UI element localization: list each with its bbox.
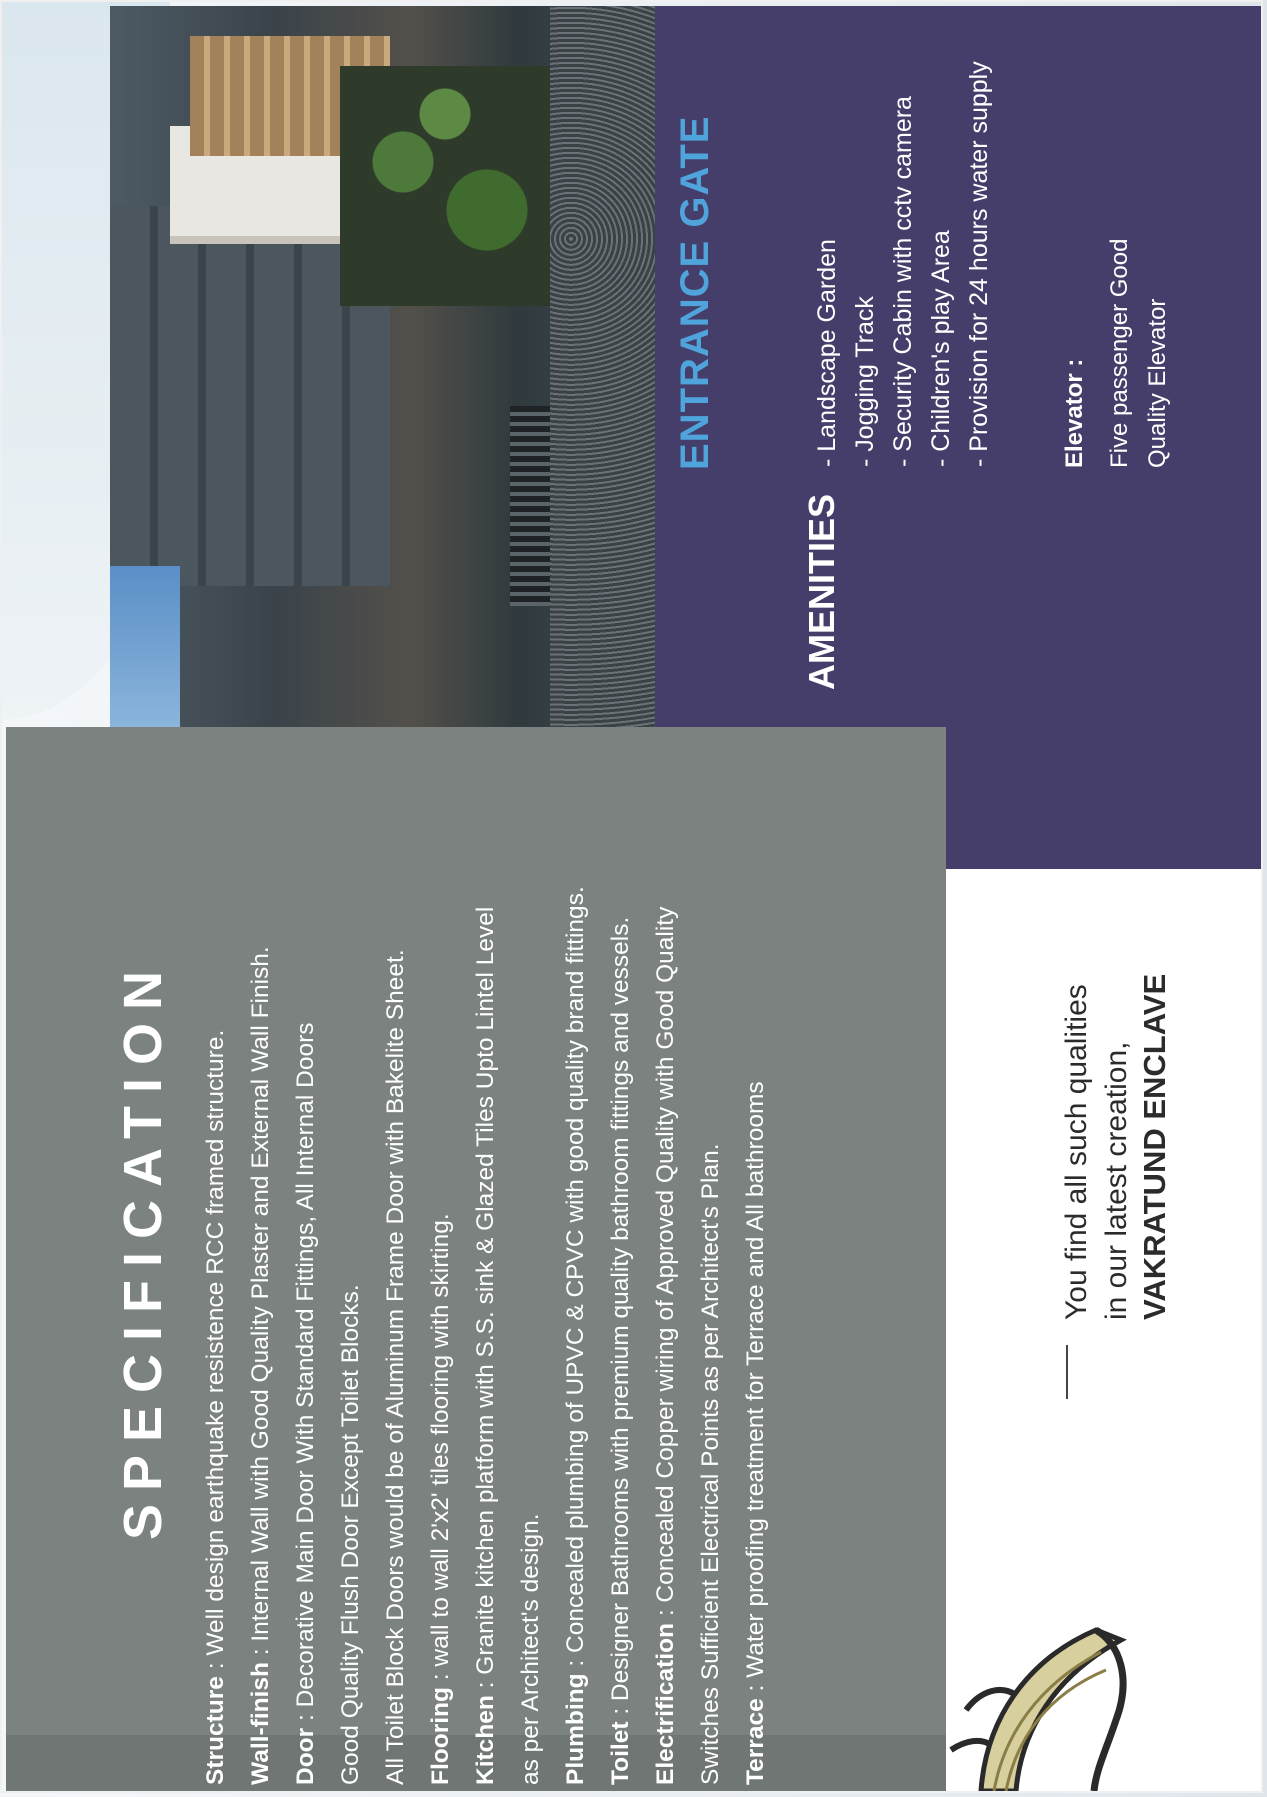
spec-line-toilet-doors: All Toilet Block Doors would be of Aluminum Frame Door with Bakelite Sheet. xyxy=(382,949,409,1785)
entrance-gate-caption: ENTRANCE GATE xyxy=(673,115,717,470)
building-photo xyxy=(110,6,655,782)
spec-line-door-cont: Good Quality Flush Door Except Toilet Blocks. xyxy=(337,1284,364,1785)
elevator-line: Quality Elevator xyxy=(1144,298,1171,468)
amenity-item: - Jogging Track xyxy=(851,296,879,467)
elevator-text xyxy=(1101,239,1177,468)
photo-garden xyxy=(340,66,550,306)
amenity-item: - Landscape Garden xyxy=(813,239,841,467)
amenity-item: - Provision for 24 hours water supply xyxy=(965,61,993,467)
spec-line-wall-finish: Wall-finish : Internal Wall with Good Quality Plaster and External Wall Finish. xyxy=(247,946,274,1785)
amenities-list xyxy=(808,61,998,467)
spec-line-electrification-cont: Switches Sufficient Electrical Points as per Architect's Plan. xyxy=(697,1143,724,1785)
spec-line-toilet: Toilet : Designer Bathrooms with premium quality bathroom fittings and vessels. xyxy=(607,916,634,1785)
specification-lines xyxy=(202,685,802,1785)
tagline-divider xyxy=(1066,1345,1068,1399)
amenity-item: - Children's play Area xyxy=(927,230,955,467)
spec-line-terrace: Terrace : Water proofing treatment for Terrace and All bathrooms xyxy=(742,1081,769,1785)
amenity-item: - Security Cabin with cctv camera xyxy=(889,96,917,467)
spec-line-door: Door : Decorative Main Door With Standard Fittings, All Internal Doors xyxy=(292,1022,319,1785)
specification-title: SPECIFICATION xyxy=(113,957,173,1540)
spec-line-flooring: Flooring : wall to wall 2'x2' tiles flooring with skirting. xyxy=(427,1213,454,1785)
tagline-line-1: You find all such qualities xyxy=(1060,984,1093,1320)
spec-line-kitchen: Kitchen : Granite kitchen platform with S.S. sink & Glazed Tiles Upto Lintel Level xyxy=(472,906,499,1785)
spec-line-plumbing: Plumbing : Concealed plumbing of UPVC & CPVC with good quality brand fittings. xyxy=(562,886,589,1785)
spec-line-structure: Structure : Well design earthquake resistence RCC framed structure. xyxy=(202,1029,229,1785)
spec-line-electrification: Electrification : Concealed Copper wiring of Approved Quality with Good Quality xyxy=(652,906,679,1785)
tagline-text xyxy=(1057,984,1137,1320)
tagline-brand: VAKRATUND ENCLAVE xyxy=(1137,973,1172,1320)
bench-illustration xyxy=(946,1600,1136,1791)
spec-line-kitchen-cont: as per Architect's design. xyxy=(517,1513,544,1785)
amenities-title: AMENITIES xyxy=(801,493,842,690)
elevator-heading: Elevator : xyxy=(1061,358,1088,468)
elevator-line: Five passenger Good xyxy=(1106,238,1133,468)
tagline-line-2: in our latest creation, xyxy=(1100,1041,1133,1320)
photo-road xyxy=(550,6,655,782)
